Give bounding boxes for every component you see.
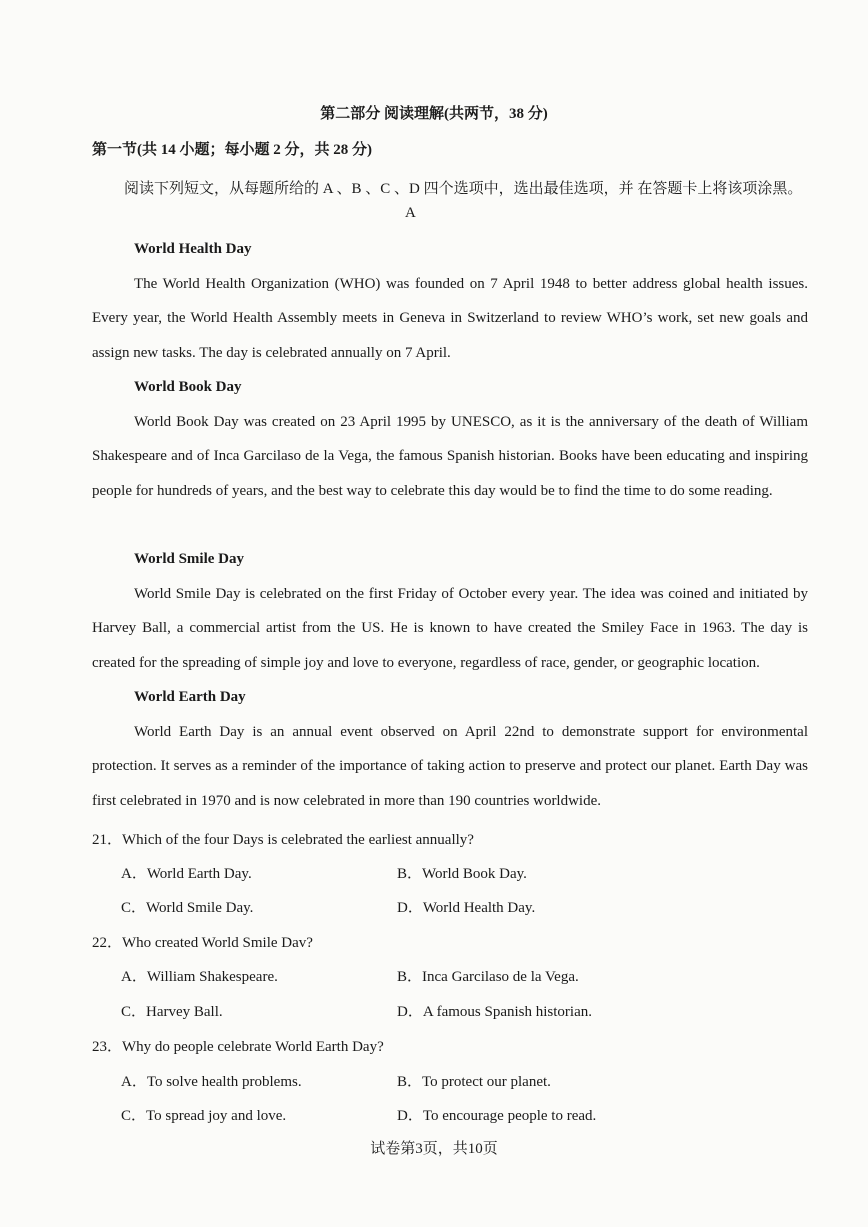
passage-text-smile: World Smile Day is celebrated on the first Friday of October every year. The idea was coined and initiated by Harvey Ball, a commercial artist from the US. He is known to have created the Smiley Face in 1963. The day is created for the spreading of simple joy and love to everyone, regardless of race, gender, or geographic location. [92, 586, 808, 671]
question-22-option-d: D．A famous Spanish historian. [397, 1004, 592, 1020]
question-23-option-b: B．To protect our planet. [397, 1074, 551, 1090]
question-21-stem: 21．Which of the four Days is celebrated the earliest annually? [92, 832, 474, 848]
page-footer: 试卷第3页，共10页 [370, 1141, 498, 1157]
passage-heading-smile: World Smile Day [134, 551, 245, 567]
instruction-text: 阅读下列短文，从每题所给的 A 、B 、C 、D 四个选项中，选出最佳选项，并 在答题卡上将该项涂黑。 [124, 181, 803, 197]
question-21-option-a: A．World Earth Day. [121, 866, 252, 882]
question-22-stem: 22．Who created World Smile Dav? [92, 935, 313, 951]
question-21-option-c: C．World Smile Day. [121, 900, 254, 916]
question-23-option-c: C．To spread joy and love. [121, 1108, 287, 1124]
question-23-option-a: A．To solve health problems. [121, 1074, 302, 1090]
question-22-option-c: C．Harvey Ball. [121, 1004, 223, 1020]
passage-heading-health: World Health Day [134, 241, 252, 257]
question-22-option-b: B．Inca Garcilaso de la Vega. [397, 969, 579, 985]
section-title: 第二部分 阅读理解(共两节，38 分) [320, 106, 548, 122]
passage-letter: A [405, 205, 416, 221]
passage-heading-book: World Book Day [134, 379, 242, 395]
question-23-stem: 23．Why do people celebrate World Earth Day? [92, 1039, 384, 1055]
question-23-option-d: D．To encourage people to read. [397, 1108, 597, 1124]
passage-text-earth: World Earth Day is an annual event observed on April 22nd to demonstrate support for environmental protection. It serves as a reminder of the importance of taking action to preserve and protect our planet. Earth Day was first celebrated in 1970 and is now celebrated in more than 190 countries worldwide. [92, 724, 808, 809]
passage-text-book: World Book Day was created on 23 April 1995 by UNESCO, as it is the anniversary of the death of William Shakespeare and of Inca Garcilaso de la Vega, the famous Spanish historian. Books have been educating and inspiring people for hundreds of years, and the best way to celebrate this day would be to find the time to do some reading. [92, 414, 808, 499]
passage-heading-earth: World Earth Day [134, 689, 246, 705]
question-22-option-a: A．William Shakespeare. [121, 969, 278, 985]
passage-text-health: The World Health Organization (WHO) was founded on 7 April 1948 to better address global health issues. Every year, the World Health Assembly meets in Geneva in Switzerland to review WHO’s work, set new goals and assign new tasks. The day is celebrated annually on 7 April. [92, 276, 808, 361]
question-21-option-d: D．World Health Day. [397, 900, 536, 916]
sub-header: 第一节(共 14 小题；每小题 2 分，共 28 分) [92, 142, 372, 158]
question-21-option-b: B．World Book Day. [397, 866, 527, 882]
